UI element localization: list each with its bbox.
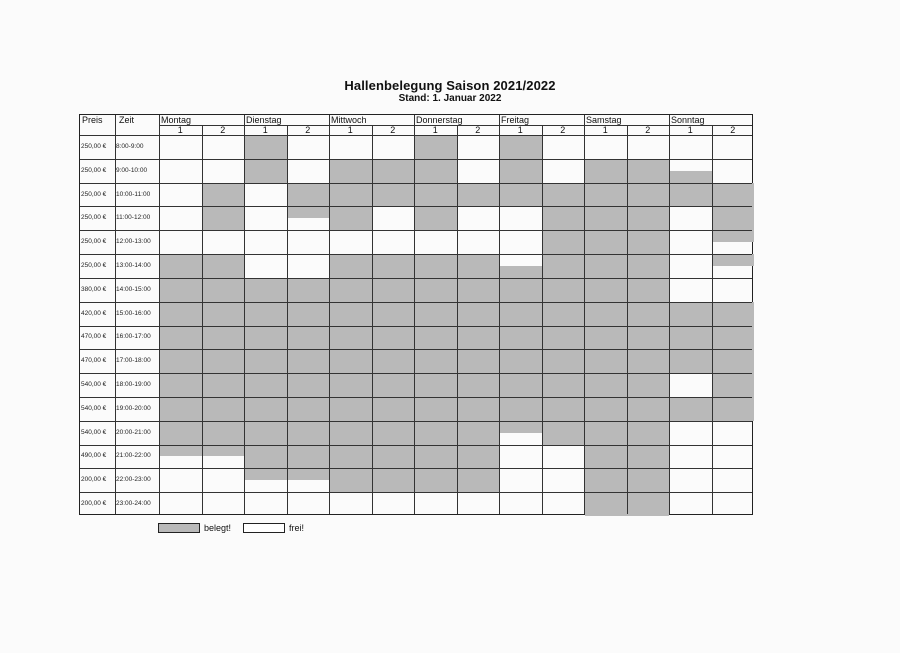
header-zeit: Zeit bbox=[119, 115, 135, 125]
booking-block bbox=[542, 183, 584, 445]
time-cell: 16:00-17:00 bbox=[116, 333, 151, 341]
price-cell: 200,00 € bbox=[81, 476, 107, 484]
day-divider bbox=[329, 115, 330, 514]
court-header: 2 bbox=[390, 125, 396, 135]
time-cell: 18:00-19:00 bbox=[116, 381, 151, 389]
column-divider bbox=[159, 115, 160, 514]
price-cell: 380,00 € bbox=[81, 285, 107, 293]
time-cell: 23:00-24:00 bbox=[116, 500, 151, 508]
time-cell: 10:00-11:00 bbox=[116, 190, 151, 198]
row-divider bbox=[80, 445, 752, 446]
time-cell: 9:00-10:00 bbox=[116, 166, 148, 174]
court-header: 2 bbox=[475, 125, 481, 135]
price-cell: 250,00 € bbox=[81, 142, 107, 150]
time-cell: 11:00-12:00 bbox=[116, 214, 151, 222]
booking-block bbox=[670, 171, 712, 207]
booking-block bbox=[330, 159, 372, 230]
booking-block bbox=[712, 302, 754, 421]
row-divider bbox=[80, 397, 752, 398]
header-divider bbox=[80, 135, 752, 136]
time-cell: 15:00-16:00 bbox=[116, 309, 151, 317]
time-cell: 19:00-20:00 bbox=[116, 404, 151, 412]
price-cell: 200,00 € bbox=[81, 500, 107, 508]
court-header: 1 bbox=[517, 125, 523, 135]
booking-block bbox=[202, 254, 244, 456]
row-divider bbox=[80, 183, 752, 184]
booking-block bbox=[500, 135, 542, 206]
row-divider bbox=[80, 230, 752, 231]
day-divider bbox=[584, 115, 585, 514]
booking-block bbox=[287, 278, 329, 480]
legend-belegt-swatch bbox=[158, 523, 200, 533]
price-cell: 250,00 € bbox=[81, 190, 107, 198]
price-cell: 250,00 € bbox=[81, 166, 107, 174]
day-divider bbox=[499, 115, 500, 514]
day-header-samstag: Samstag bbox=[586, 115, 622, 125]
day-divider bbox=[414, 115, 415, 514]
time-cell: 17:00-18:00 bbox=[116, 357, 151, 365]
day-header-sonntag: Sonntag bbox=[671, 115, 705, 125]
row-divider bbox=[80, 421, 752, 422]
row-divider bbox=[80, 302, 752, 303]
price-cell: 250,00 € bbox=[81, 238, 107, 246]
legend-belegt-label: belegt! bbox=[204, 523, 232, 533]
court-header: 2 bbox=[560, 125, 566, 135]
time-cell: 22:00-23:00 bbox=[116, 476, 151, 484]
court-header: 2 bbox=[730, 125, 736, 135]
booking-block bbox=[670, 302, 712, 373]
court-header: 1 bbox=[262, 125, 268, 135]
day-header-freitag: Freitag bbox=[501, 115, 530, 125]
time-cell: 21:00-22:00 bbox=[116, 452, 151, 460]
day-divider bbox=[669, 115, 670, 514]
price-cell: 470,00 € bbox=[81, 357, 107, 365]
day-header-donnerstag: Donnerstag bbox=[416, 115, 463, 125]
price-cell: 420,00 € bbox=[81, 309, 107, 317]
booking-block bbox=[245, 278, 287, 480]
time-cell: 13:00-14:00 bbox=[116, 261, 151, 269]
booking-block bbox=[712, 183, 754, 243]
row-divider bbox=[80, 254, 752, 255]
price-cell: 470,00 € bbox=[81, 333, 107, 341]
court-header: 1 bbox=[347, 125, 353, 135]
price-cell: 540,00 € bbox=[81, 428, 107, 436]
price-cell: 490,00 € bbox=[81, 452, 107, 460]
court-header: 1 bbox=[687, 125, 693, 135]
court-header: 1 bbox=[602, 125, 608, 135]
legend-frei-swatch bbox=[243, 523, 285, 533]
booking-block bbox=[160, 254, 202, 456]
legend-frei-label: frei! bbox=[289, 523, 305, 533]
row-divider bbox=[80, 278, 752, 279]
row-divider bbox=[80, 492, 752, 493]
booking-block bbox=[670, 397, 712, 421]
court-header: 1 bbox=[432, 125, 438, 135]
row-divider bbox=[80, 349, 752, 350]
time-cell: 14:00-15:00 bbox=[116, 285, 151, 293]
row-divider bbox=[80, 468, 752, 469]
price-cell: 250,00 € bbox=[81, 261, 107, 269]
time-cell: 12:00-13:00 bbox=[116, 238, 151, 246]
court-header: 2 bbox=[220, 125, 226, 135]
row-divider bbox=[80, 326, 752, 327]
day-header-dienstag: Dienstag bbox=[246, 115, 282, 125]
time-cell: 20:00-21:00 bbox=[116, 428, 151, 436]
day-header-mittwoch: Mittwoch bbox=[331, 115, 367, 125]
header-preis: Preis bbox=[82, 115, 103, 125]
booking-block bbox=[712, 254, 754, 266]
price-cell: 540,00 € bbox=[81, 404, 107, 412]
page-title: Hallenbelegung Saison 2021/2022 bbox=[344, 78, 556, 93]
page-subtitle: Stand: 1. Januar 2022 bbox=[398, 93, 502, 104]
court-header: 2 bbox=[305, 125, 311, 135]
booking-block bbox=[627, 159, 669, 516]
court-header: 2 bbox=[645, 125, 651, 135]
price-cell: 540,00 € bbox=[81, 381, 107, 389]
schedule-table bbox=[79, 114, 753, 515]
time-cell: 8:00-9:00 bbox=[116, 142, 144, 150]
row-divider bbox=[80, 159, 752, 160]
day-header-montag: Montag bbox=[161, 115, 192, 125]
court-header: 1 bbox=[177, 125, 183, 135]
booking-block bbox=[585, 159, 627, 516]
row-divider bbox=[80, 373, 752, 374]
booking-block bbox=[457, 183, 499, 207]
price-cell: 250,00 € bbox=[81, 214, 107, 222]
booking-block bbox=[287, 183, 329, 219]
day-divider bbox=[244, 115, 245, 514]
row-divider bbox=[80, 206, 752, 207]
